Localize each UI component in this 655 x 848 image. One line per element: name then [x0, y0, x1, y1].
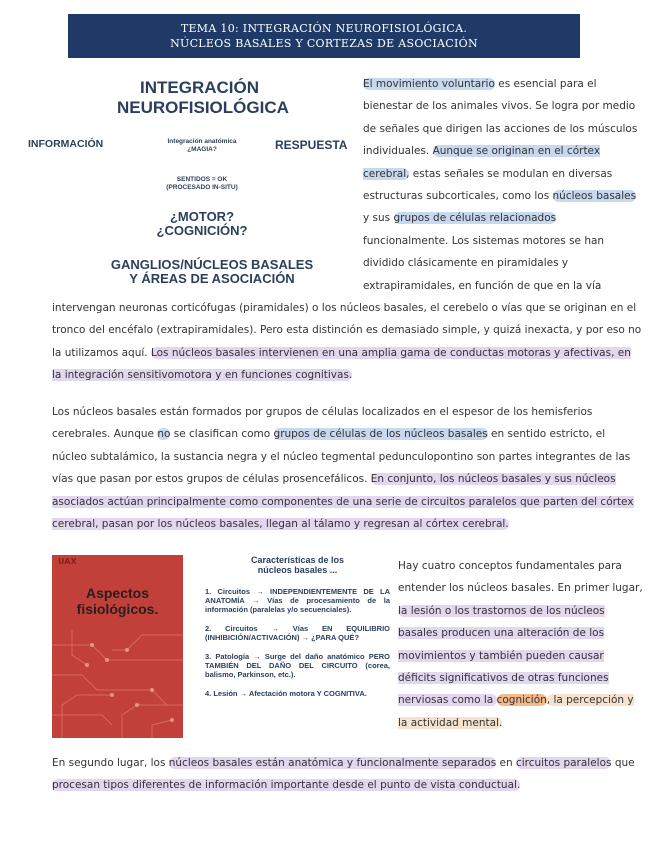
paragraph-voluntary-movement — [363, 73, 643, 297]
text-span: que — [611, 757, 635, 769]
physiology-title — [52, 585, 183, 617]
slide-title-line-2: NEUROFISIOLÓGICA — [117, 98, 289, 117]
slide-title-line-1: INTEGRACIÓN — [140, 78, 259, 97]
text-span: En segundo lugar, los — [52, 757, 169, 769]
senses-line-2: (PROCESADO IN-SITU) — [166, 184, 238, 191]
highlight-functions: Los núcleos basales intervienen en una amplia gama de conductas motoras y afectivas, en la integración sensitivomotora y en funciones cognitivas. — [52, 346, 631, 382]
banner-line-1: TEMA 10: INTEGRACIÓN NEUROFISIOLÓGICA. — [180, 22, 468, 35]
text-span: intervengan neuronas corticófugas (piramidales) o los núcleos basales, el cerebelo o vías que se originan en el tronco del encéfalo (extrapiramidales). Pero esta distinción es demasiado simple, y quizá inexacta, y por eso no la utilizamos aquí. — [52, 302, 642, 359]
highlight-no: no — [157, 428, 171, 441]
banner-line-2: NÚCLEOS BASALES Y CORTEZAS DE ASOCIACIÓN — [170, 37, 478, 50]
list-item: 2. Circuitos → Vías EN EQUILIBRIO (INHIBICIÓN/ACTIVACIÓN) → ¿PARA QUÉ? — [205, 624, 390, 642]
characteristics-slide — [205, 555, 390, 708]
text-span: Hay cuatro conceptos fundamentales para entender los núcleos basales. En primer lugar, — [398, 560, 643, 595]
motor-question — [127, 210, 277, 238]
uax-logo: UAX — [58, 557, 77, 566]
characteristics-title-line-1: Características de los — [250, 555, 345, 565]
highlight-information-types: procesan tipos diferentes de información importante desde el punto de vista conductual. — [52, 779, 521, 792]
highlight-lesion: la lesión o los trastornos de los núcleos basales producen una alteración de los movimientos y también pueden causar déficits significativos de otras funciones nerviosas como la — [398, 604, 609, 707]
highlight-separated: núcleos basales están anatómica y funcionalmente separados — [168, 757, 497, 769]
ganglia-line-2: Y ÁREAS DE ASOCIACIÓN — [129, 271, 295, 286]
list-item: 1. Circuitos → INDEPENDIENTEMENTE DE LA ANATOMÍA → Vías de procesamiento de la información (paralelas y/o secuenciales). — [205, 587, 390, 614]
paragraph-second-place — [52, 752, 642, 797]
senses-label — [147, 176, 257, 192]
highlight-parallel-circuits: En conjunto, los núcleos basales y sus núcleos asociados actúan principalmente como componentes de una serie de circuitos paralelos que parten del córtex cerebral, pasan por los núcleos basales, llegan al tálamo y regresan al córtex cerebral. — [52, 473, 634, 531]
motor-line-1: ¿MOTOR? — [169, 209, 235, 224]
list-item: 4. Lesión → Afectación motora Y COGNITIVA. — [205, 689, 367, 698]
text-span: y sus — [363, 212, 394, 225]
integration-label — [147, 138, 257, 154]
highlight-parallel: circuitos paralelos — [515, 757, 612, 769]
topic-banner — [68, 14, 580, 58]
integration-line-1: Integración anatómica — [167, 138, 237, 145]
circuit-board-pattern — [52, 555, 183, 738]
text-span: funcionalmente. Los sistemas motores se han dividido clásicamente en piramidales y extrapiramidales, en función de que en la vía — [363, 234, 605, 292]
ganglia-line-1: GANGLIOS/NÚCLEOS BASALES — [110, 257, 314, 272]
highlight-cell-groups: grupos de células relacionados — [393, 212, 557, 225]
physiology-title-line-2: fisiológicos. — [76, 601, 159, 617]
text-span: Los núcleos basales están formados por grupos de células localizados en el espesor de los hemisferios cerebrales. Aunque — [52, 406, 593, 441]
list-item: 3. Patología → Surge del daño anatómico PERO TAMBIÉN DEL DAÑO DEL CIRCUITO (corea, balismo, Parkinson, etc.). — [205, 652, 390, 679]
text-span: en sentido estricto, el núcleo subtalámico, la sustancia negra y el núcleo tegmental pedunculopontino son partes integrantes de las vías que pasan por estos grupos de células prosencefálicos. — [52, 428, 631, 486]
paragraph-four-concepts — [398, 555, 643, 734]
response-label: RESPUESTA — [275, 138, 348, 152]
senses-line-1: SENTIDOS = OK — [176, 176, 228, 183]
info-label: INFORMACIÓN — [28, 138, 104, 150]
motor-line-2: ¿COGNICIÓN? — [156, 223, 248, 238]
highlight-cell-groups-basal: grupos de células de los núcleos basales — [273, 428, 488, 441]
characteristics-title — [205, 555, 390, 575]
text-span: en — [496, 757, 516, 769]
text-span: es esencial para el bienestar de los animales vivos. Se logra por medio de señales que dirigen las acciones de los músculos individuales. — [363, 78, 638, 158]
highlight-voluntary-movement: El movimiento voluntario — [363, 78, 495, 90]
integration-slide — [22, 78, 357, 293]
physiology-slide-image — [52, 555, 183, 738]
paragraph-composition — [52, 401, 642, 535]
highlight-perception: , la percepción y la actividad mental. — [398, 694, 634, 729]
ganglia-label — [62, 258, 362, 286]
characteristics-title-line-2: núcleos basales ... — [257, 565, 338, 575]
highlight-cortex-origin: Aunque se originan en el córtex cerebral, — [363, 145, 601, 180]
text-span: estas señales se modulan en diversas estructuras subcorticales, como los — [363, 167, 613, 203]
highlight-basal-nuclei: núcleos basales — [552, 190, 637, 203]
slide-title — [117, 78, 289, 118]
integration-line-2: ¿MAGIA? — [187, 146, 217, 153]
physiology-title-line-1: Aspectos — [85, 585, 150, 601]
highlight-cognition: cognición — [496, 694, 547, 707]
paragraph-pyramidal — [52, 297, 642, 387]
text-span: se clasifican como — [170, 428, 274, 441]
